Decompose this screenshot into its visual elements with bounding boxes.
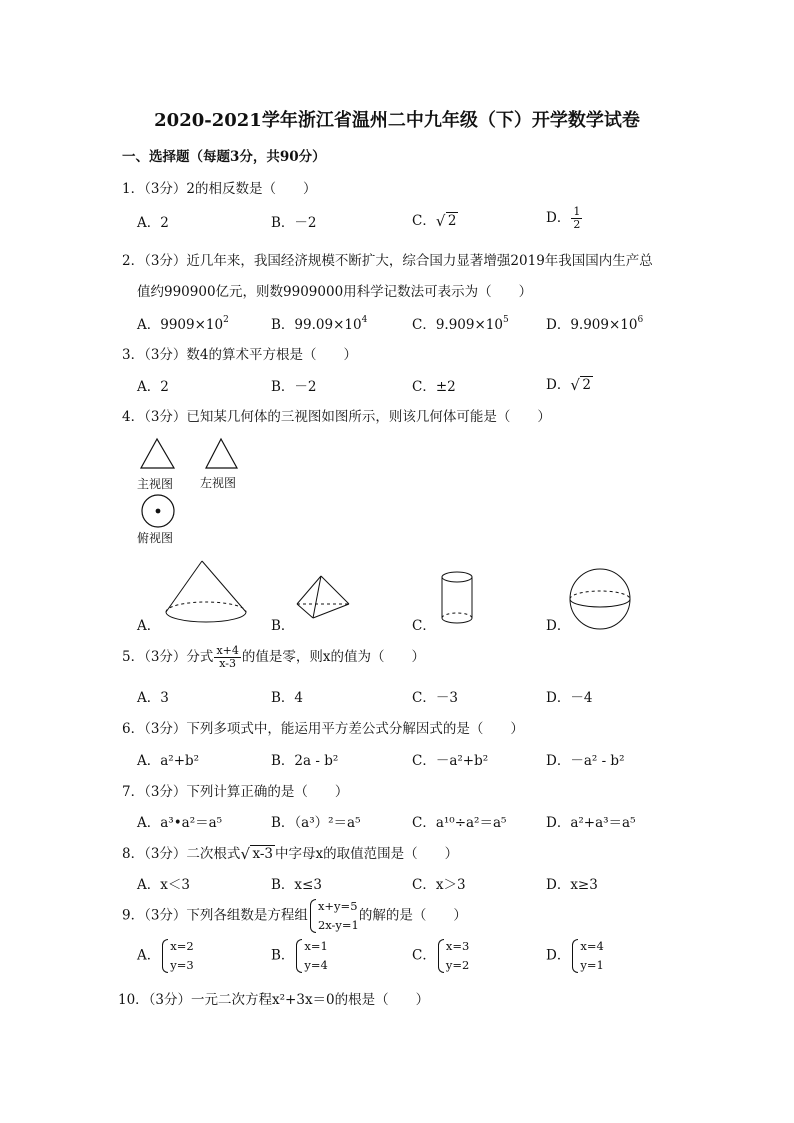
- q6-option-d: D．－a² - b²: [546, 753, 625, 769]
- q5-option-d: D．－4: [546, 690, 593, 706]
- q1-option-b: B．－2: [271, 215, 317, 231]
- q3-option-d: D． √ 2: [546, 376, 591, 394]
- q3-option-a: A．2: [137, 379, 169, 395]
- q3-option-b: B．－2: [271, 379, 317, 395]
- left-view-triangle: [206, 439, 237, 468]
- sphere-figure: [569, 568, 635, 634]
- q8-option-c: C．x＞3: [412, 877, 466, 893]
- q7-option-b: B．（a³）²＝a⁵: [271, 815, 361, 831]
- q1-option-d: D． $\frac{1}{2}$: [546, 205, 581, 231]
- q8-option-a: A．x＜3: [137, 877, 190, 893]
- q2-option-a: A．$9909\times 10^2$: [137, 315, 229, 333]
- question-3: 3．（3分）数4的算术平方根是（ ）: [122, 347, 358, 363]
- front-view-label: 主视图: [137, 477, 174, 491]
- question-2-line-1: 2．（3分）近几年来，我国经济规模不断扩大，综合国力显著增强2019年我国国内生产总: [122, 253, 653, 269]
- q1-option-a: A．2: [137, 215, 169, 231]
- front-view-triangle: [141, 439, 174, 468]
- question-9: 9．（3分）下列各组数是方程组 x+y=5 2x-y=1 的解的是（ ）: [122, 897, 467, 935]
- question-10: 10．（3分）一元二次方程x²+3x＝0的根是（ ）: [118, 992, 430, 1008]
- q7-option-c: C．a¹⁰÷a²＝a⁵: [412, 815, 507, 831]
- question-5: 5．（3分）分式 $\frac{x+4}{x-3}$ 的值是零，则x的值为（ ）: [122, 644, 425, 670]
- q6-option-b: B．2a - b²: [271, 753, 339, 769]
- q5-option-c: C．－3: [412, 690, 458, 706]
- q5-option-a: A．3: [137, 690, 169, 706]
- question-8: 8．（3分）二次根式 √ x-3 中字母x的取值范围是（ ）: [122, 845, 459, 863]
- section-heading: 一、选择题（每题3分，共90分）: [122, 149, 326, 165]
- q8-option-b: B．x≤3: [271, 877, 322, 893]
- question-4: 4．（3分）已知某几何体的三视图如图所示，则该几何体可能是（ ）: [122, 409, 551, 425]
- q8-option-d: D．x≥3: [546, 877, 598, 893]
- pyramid-figure: [294, 574, 354, 624]
- q2-option-b: B．$99.09\times 10^4$: [271, 315, 368, 333]
- q6-option-a: A．a²+b²: [137, 753, 200, 769]
- q7-option-d: D．a²+a³＝a⁵: [546, 815, 636, 831]
- page-title: 2020-2021学年浙江省温州二中九年级（下）开学数学试卷: [154, 110, 640, 131]
- top-view-circle: [140, 494, 180, 530]
- q9-option-a: A． x=2 y=3: [137, 937, 194, 975]
- q1-option-c: C． √ 2: [412, 212, 457, 230]
- cone-figure: [162, 558, 252, 628]
- q4-option-d: D．: [546, 618, 571, 634]
- q4-option-c: C．: [412, 618, 436, 634]
- q2-option-d: D．$9.909\times 10^6$: [546, 315, 644, 333]
- q2-option-c: C．$9.909\times 10^5$: [412, 315, 509, 333]
- three-view-triangles: [138, 436, 248, 472]
- q3-option-c: C．±2: [412, 379, 456, 395]
- q4-option-a: A．: [137, 618, 161, 634]
- top-view-label: 俯视图: [137, 531, 174, 545]
- q4-option-b: B．: [271, 618, 295, 634]
- equation-system: x+y=5 2x-y=1: [308, 897, 359, 935]
- question-2-line-2: 值约990900亿元，则数9909000用科学记数法可表示为（ ）: [137, 284, 533, 300]
- question-1: 1．（3分）2的相反数是（ ）: [122, 181, 317, 197]
- q5-option-b: B．4: [271, 690, 304, 706]
- q9-option-d: D． x=4 y=1: [546, 937, 604, 975]
- q9-option-b: B． x=1 y=4: [271, 937, 328, 975]
- q6-option-c: C．－a²+b²: [412, 753, 489, 769]
- question-6: 6．（3分）下列多项式中，能运用平方差公式分解因式的是（ ）: [122, 721, 524, 737]
- q7-option-a: A．a³•a²＝a⁵: [137, 815, 223, 831]
- cylinder-figure: [440, 570, 480, 630]
- left-view-label: 左视图: [200, 476, 237, 490]
- q9-option-c: C． x=3 y=2: [412, 937, 469, 975]
- question-7: 7．（3分）下列计算正确的是（ ）: [122, 784, 349, 800]
